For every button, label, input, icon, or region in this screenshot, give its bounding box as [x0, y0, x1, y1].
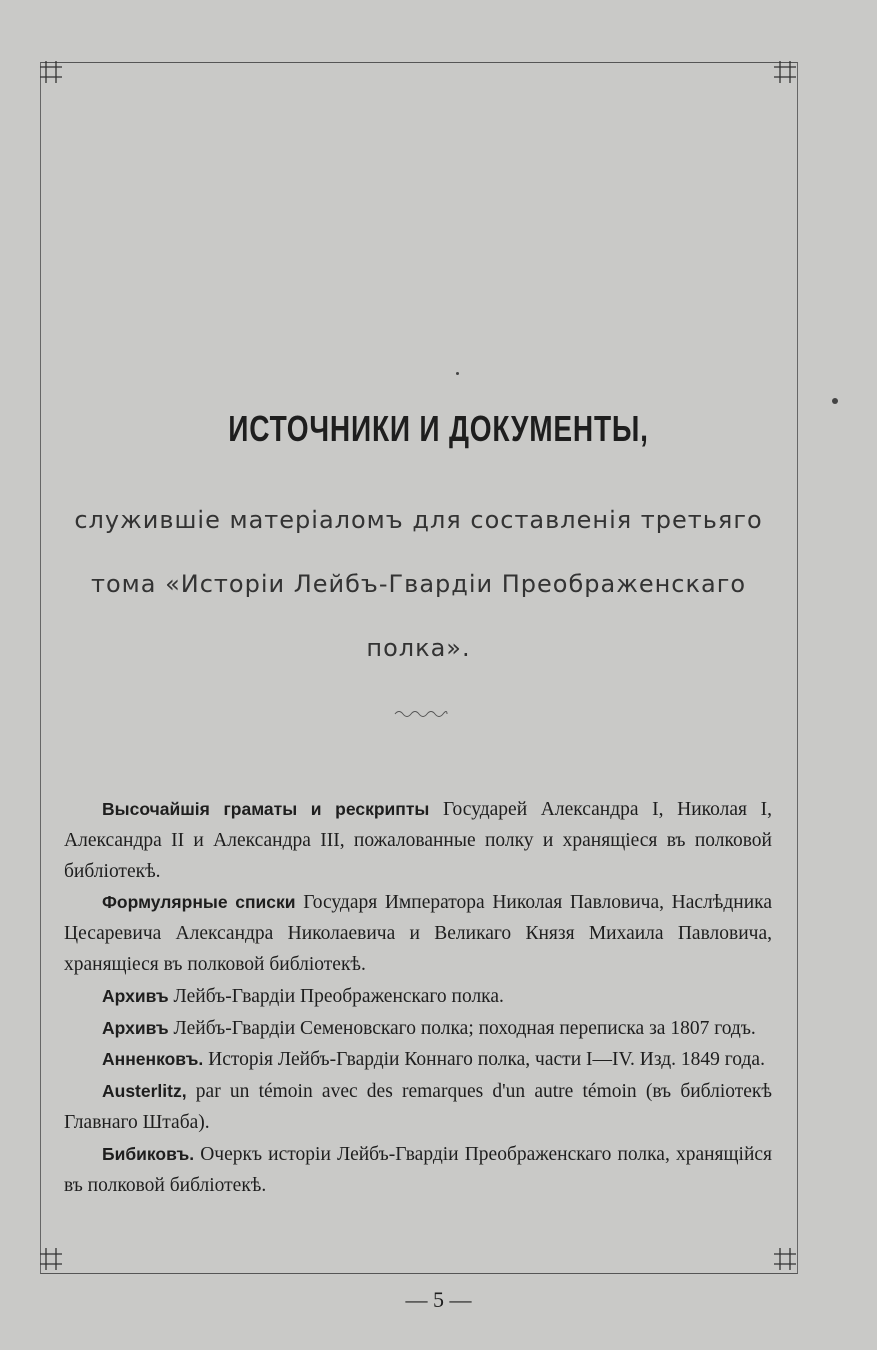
- speck: [456, 372, 459, 375]
- subtitle-line-3: полка».: [366, 634, 471, 662]
- entry-lead: Архивъ: [102, 985, 169, 1006]
- list-item: [64, 794, 772, 887]
- corner-ornament-bottom-right: [772, 1246, 798, 1272]
- corner-ornament-top-right: [772, 59, 798, 85]
- entry-lead: Анненковъ.: [102, 1049, 204, 1070]
- entry-text: Лейбъ-Гвардіи Преображенскаго полка.: [168, 985, 504, 1007]
- entry-text: Исторія Лейбъ-Гвардіи Коннаго полка, части I—IV. Изд. 1849 года.: [203, 1049, 765, 1071]
- corner-ornament-bottom-left: [38, 1246, 64, 1272]
- list-item: [64, 1013, 772, 1045]
- entry-lead: Архивъ: [102, 1017, 169, 1038]
- wave-divider-ornament: [393, 706, 449, 720]
- sources-list: [64, 794, 772, 1201]
- list-item: [64, 1044, 772, 1076]
- entry-lead: Бибиковъ.: [102, 1143, 195, 1164]
- speck: [832, 398, 838, 404]
- entry-lead: Формулярные списки: [102, 892, 296, 913]
- entry-lead: Austerlitz,: [102, 1081, 187, 1102]
- subtitle-line-1: служившіе матеріаломъ для составленія третьяго: [74, 506, 763, 534]
- list-item: [64, 1076, 772, 1139]
- entry-text: Лейбъ-Гвардіи Семеновскаго полка; походная переписка за 1807 годъ.: [168, 1017, 756, 1039]
- page-title: ИСТОЧНИКИ И ДОКУМЕНТЫ,: [228, 408, 649, 449]
- subtitle: [60, 488, 777, 680]
- entry-text: Государя Императора Николая Павловича, Наслѣдника Цесаревича Александра Николаевича и Великаго Князя Михаила Павловича, хранящіеся въ полковой библіотекѣ.: [64, 892, 772, 975]
- subtitle-line-2: тома «Исторіи Лейбъ-Гвардіи Преображенскаго: [90, 570, 746, 598]
- page-number: — 5 —: [405, 1287, 472, 1312]
- entry-lead: Высочайшія граматы и рескрипты: [102, 799, 430, 819]
- list-item: [64, 981, 772, 1013]
- list-item: [64, 887, 772, 980]
- entry-text: Очеркъ исторіи Лейбъ-Гвардіи Преображенскаго полка, хранящійся въ полковой библіотекѣ.: [64, 1143, 772, 1196]
- list-item: [64, 1139, 772, 1202]
- corner-ornament-top-left: [38, 59, 64, 85]
- entry-text: Государей Александра I, Николая I, Александра II и Александра III, пожалованные полку и хранящіеся въ полковой библіотекѣ.: [64, 799, 772, 882]
- entry-text: par un témoin avec des remarques d'un autre témoin (въ библіотекѣ Главнаго Штаба).: [64, 1081, 772, 1133]
